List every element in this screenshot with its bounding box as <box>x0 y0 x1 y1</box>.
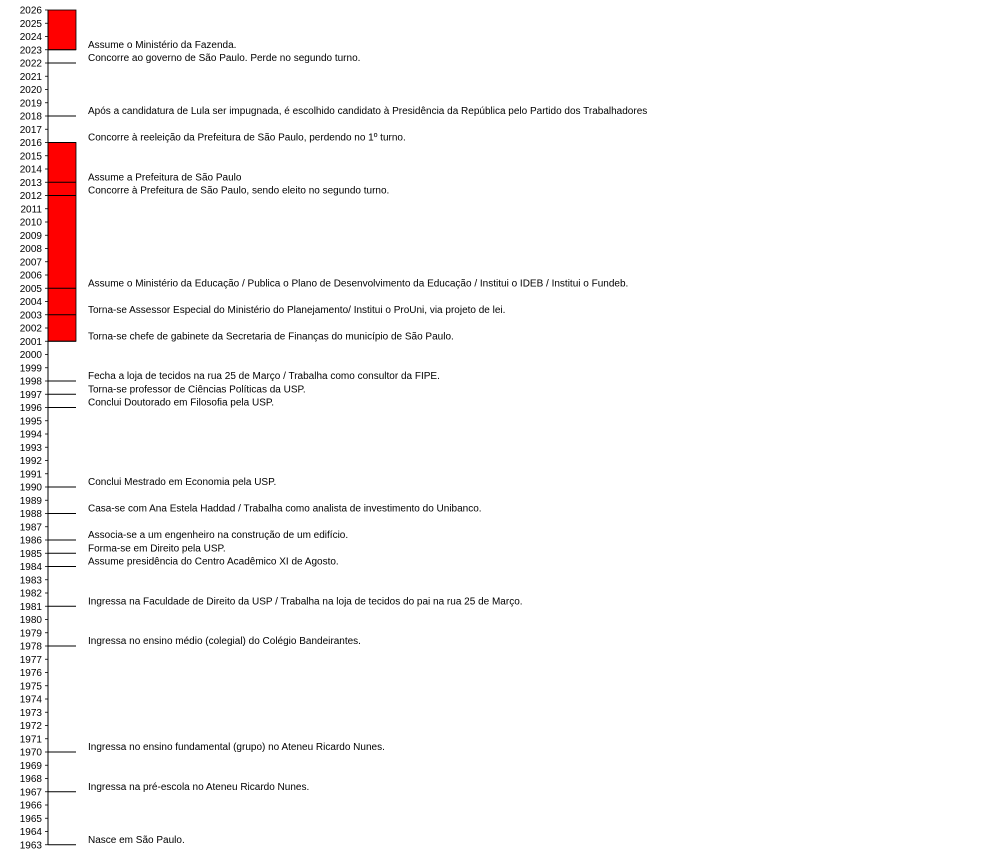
event-text: Concorre à Prefeitura de São Paulo, sendo eleito no segundo turno. <box>88 185 390 197</box>
year-label: 1992 <box>19 456 42 467</box>
year-label: 2005 <box>19 283 42 295</box>
year-label: 2017 <box>19 124 42 136</box>
year-label: 1965 <box>19 813 42 825</box>
year-label: 1964 <box>19 827 42 838</box>
year-label: 1995 <box>19 416 42 428</box>
year-label: 1985 <box>19 548 42 560</box>
event-text: Conclui Mestrado em Economia pela USP. <box>88 477 277 488</box>
year-label: 2003 <box>19 310 42 322</box>
event-text: Casa-se com Ana Estela Haddad / Trabalha como analista de investimento do Unibanco. <box>88 503 482 515</box>
year-label: 1969 <box>19 760 42 772</box>
year-axis <box>20 6 48 850</box>
year-label: 2007 <box>19 257 42 269</box>
year-label: 2000 <box>19 350 42 361</box>
event-text: Concorre ao governo de São Paulo. Perde no segundo turno. <box>88 53 361 64</box>
year-label: 1963 <box>19 840 42 850</box>
year-label: 1979 <box>19 628 42 640</box>
event-text: Ingressa na pré-escola no Ateneu Ricardo Nunes. <box>88 781 310 793</box>
year-label: 1999 <box>19 363 42 375</box>
year-label: 1989 <box>19 495 42 507</box>
year-label: 1972 <box>19 721 42 732</box>
year-label: 2021 <box>19 71 42 83</box>
event-text: Concorre à reeleição da Prefeitura de São Paulo, perdendo no 1º turno. <box>88 132 406 144</box>
year-label: 1998 <box>19 376 42 388</box>
year-label: 2020 <box>19 85 42 96</box>
event-text: Ingressa no ensino fundamental (grupo) no Ateneu Ricardo Nunes. <box>88 742 385 753</box>
highlight-period-bar <box>48 10 76 50</box>
events <box>48 40 647 846</box>
year-label: 2013 <box>19 177 42 189</box>
year-label: 2001 <box>19 336 42 348</box>
year-label: 1980 <box>19 615 42 626</box>
year-label: 2004 <box>19 297 42 308</box>
year-label: 2015 <box>19 151 42 163</box>
event-text: Torna-se professor de Ciências Políticas da USP. <box>88 384 306 396</box>
year-label: 2023 <box>19 45 42 57</box>
year-label: 2024 <box>19 32 42 43</box>
event-text: Conclui Doutorado em Filosofia pela USP. <box>88 397 275 409</box>
event-text: Forma-se em Direito pela USP. <box>88 543 226 555</box>
year-label: 1988 <box>19 509 42 520</box>
year-label: 2012 <box>19 191 42 202</box>
year-label: 1997 <box>19 389 42 401</box>
year-label: 2002 <box>19 323 42 335</box>
event-text: Torna-se chefe de gabinete da Secretaria de Finanças do município de São Paulo. <box>88 331 454 343</box>
event-text: Nasce em São Paulo. <box>88 834 185 846</box>
year-label: 1981 <box>19 601 42 613</box>
year-label: 2006 <box>19 270 42 282</box>
year-label: 1970 <box>19 747 42 759</box>
event-text: Ingressa na Faculdade de Direito da USP / Trabalha na loja de tecidos do pai na rua 25 de Março. <box>88 596 523 608</box>
year-label: 1966 <box>19 800 42 812</box>
event-text: Associa-se a um engenheiro na construção de um edifício. <box>88 530 349 541</box>
highlight-periods <box>48 10 76 341</box>
year-label: 1971 <box>19 734 42 746</box>
year-label: 1996 <box>19 403 42 414</box>
year-label: 1994 <box>19 429 42 441</box>
event-text: Assume a Prefeitura de São Paulo <box>88 172 242 184</box>
year-label: 2014 <box>19 164 42 176</box>
highlight-period-bar <box>48 143 76 342</box>
year-label: 1991 <box>19 469 42 481</box>
year-label: 1968 <box>19 774 42 785</box>
year-label: 1987 <box>19 522 42 534</box>
year-label: 1983 <box>19 575 42 587</box>
event-text: Assume o Ministério da Fazenda. <box>88 39 237 51</box>
year-label: 2026 <box>19 5 42 17</box>
year-label: 1976 <box>19 668 42 679</box>
year-label: 1984 <box>19 562 42 573</box>
year-label: 2025 <box>19 18 42 30</box>
year-label: 2016 <box>19 138 42 149</box>
year-label: 2019 <box>19 98 42 110</box>
year-label: 2018 <box>19 111 42 123</box>
year-label: 1993 <box>19 442 42 454</box>
year-label: 1990 <box>19 482 42 494</box>
year-label: 1967 <box>19 787 42 799</box>
event-text: Ingressa no ensino médio (colegial) do Colégio Bandeirantes. <box>88 636 361 647</box>
year-label: 1974 <box>19 694 42 706</box>
year-label: 1986 <box>19 535 42 547</box>
year-label: 2011 <box>20 204 42 216</box>
year-label: 1973 <box>19 707 42 719</box>
event-text: Torna-se Assessor Especial do Ministério do Planejamento/ Institui o ProUni, via projeto de lei. <box>88 304 506 316</box>
year-label: 2022 <box>19 58 42 70</box>
year-label: 1978 <box>19 641 42 653</box>
event-text: Assume presidência do Centro Acadêmico XI de Agosto. <box>88 556 339 568</box>
year-label: 1975 <box>19 681 42 693</box>
year-label: 2009 <box>19 230 42 242</box>
event-text: Fecha a loja de tecidos na rua 25 de Março / Trabalha como consultor da FIPE. <box>88 371 440 382</box>
year-label: 1977 <box>19 654 42 666</box>
year-label: 2008 <box>19 244 42 255</box>
event-text: Assume o Ministério da Educação / Publica o Plano de Desenvolvimento da Educação / Institui o IDEB / Institui o Fundeb. <box>88 278 629 290</box>
year-label: 2010 <box>19 217 42 229</box>
year-label: 1982 <box>19 588 42 600</box>
event-text: Após a candidatura de Lula ser impugnada, é escolhido candidato à Presidência da República pelo Partido dos Trabalhadores <box>88 106 648 117</box>
